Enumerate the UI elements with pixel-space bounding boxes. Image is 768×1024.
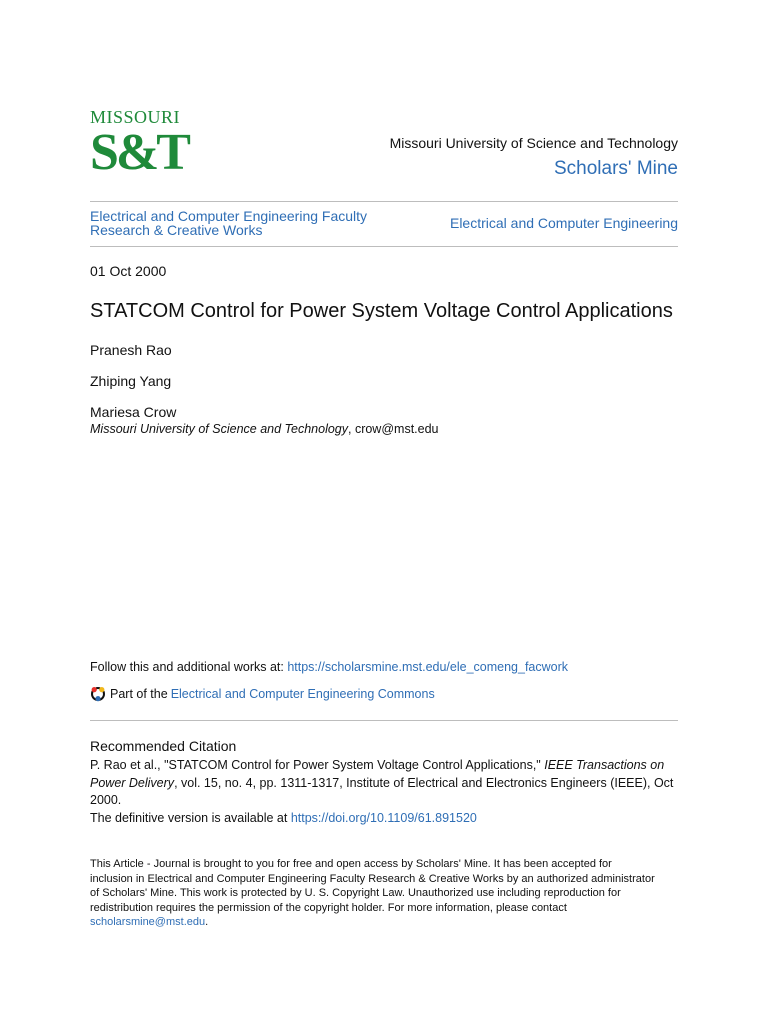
affiliation-email: , crow@mst.edu xyxy=(348,422,439,436)
divider-middle xyxy=(90,246,678,247)
logo-monogram: S&T xyxy=(90,124,188,181)
follow-line xyxy=(90,660,568,674)
notice-line: of Scholars' Mine. This work is protected by U. S. Copyright Law. Unauthorized use including reproduction for xyxy=(90,887,621,900)
repository-link[interactable]: Scholars' Mine xyxy=(553,158,678,179)
part-of-prefix: Part of the xyxy=(110,687,168,701)
author-affiliation xyxy=(90,422,439,436)
collection-line-1: Electrical and Computer Engineering Faculty xyxy=(90,208,368,224)
collection-line-2: Research & Creative Works xyxy=(90,222,263,238)
missouri-st-logo xyxy=(90,107,188,184)
collection-link-faculty-works[interactable] xyxy=(90,209,380,237)
commons-link[interactable]: Electrical and Computer Engineering Commons xyxy=(170,687,435,701)
citation-text-end: , vol. 15, no. 4, pp. 1311-1317, Institute of Electrical and Electronics Engineers (IEEE), Oct 2000. xyxy=(90,775,674,807)
open-access-notice xyxy=(90,857,678,930)
collection-link-department[interactable]: Electrical and Computer Engineering xyxy=(449,215,678,231)
contact-email-link[interactable]: scholarsmine@mst.edu xyxy=(90,916,206,929)
citation-text-start: P. Rao et al., "STATCOM Control for Power System Voltage Control Applications," xyxy=(90,758,545,772)
commons-network-icon xyxy=(90,686,106,702)
divider-bottom xyxy=(90,720,678,721)
follow-prefix: Follow this and additional works at: xyxy=(90,660,288,674)
author-name: Mariesa Crow xyxy=(90,404,177,420)
author-name: Zhiping Yang xyxy=(90,373,172,389)
author-name: Pranesh Rao xyxy=(90,342,172,358)
definitive-version-prefix: The definitive version is available at xyxy=(90,810,291,825)
article-title: STATCOM Control for Power System Voltage Control Applications xyxy=(90,300,673,322)
notice-line: inclusion in Electrical and Computer Engineering Faculty Research & Creative Works by an authorized administrator xyxy=(90,872,655,885)
doi-link[interactable]: https://doi.org/10.1109/61.891520 xyxy=(290,810,477,825)
part-of-line xyxy=(90,686,435,702)
publication-date: 01 Oct 2000 xyxy=(90,263,167,279)
recommended-citation-heading: Recommended Citation xyxy=(90,738,237,754)
notice-end: . xyxy=(205,916,209,929)
follow-url-link[interactable]: https://scholarsmine.mst.edu/ele_comeng_facwork xyxy=(287,660,569,674)
university-name: Missouri University of Science and Technology xyxy=(389,135,678,151)
recommended-citation xyxy=(90,757,678,827)
notice-line: This Article - Journal is brought to you for free and open access by Scholars' Mine. It has been accepted for xyxy=(90,858,612,870)
notice-line: redistribution requires the permission of the copyright holder. For more information, please contact xyxy=(90,901,567,914)
affiliation-institution: Missouri University of Science and Technology xyxy=(90,422,348,436)
logo-wordmark: MISSOURI xyxy=(90,107,181,127)
divider-top xyxy=(90,201,678,202)
citation-journal: IEEE Transactions on Power Delivery xyxy=(90,758,665,790)
